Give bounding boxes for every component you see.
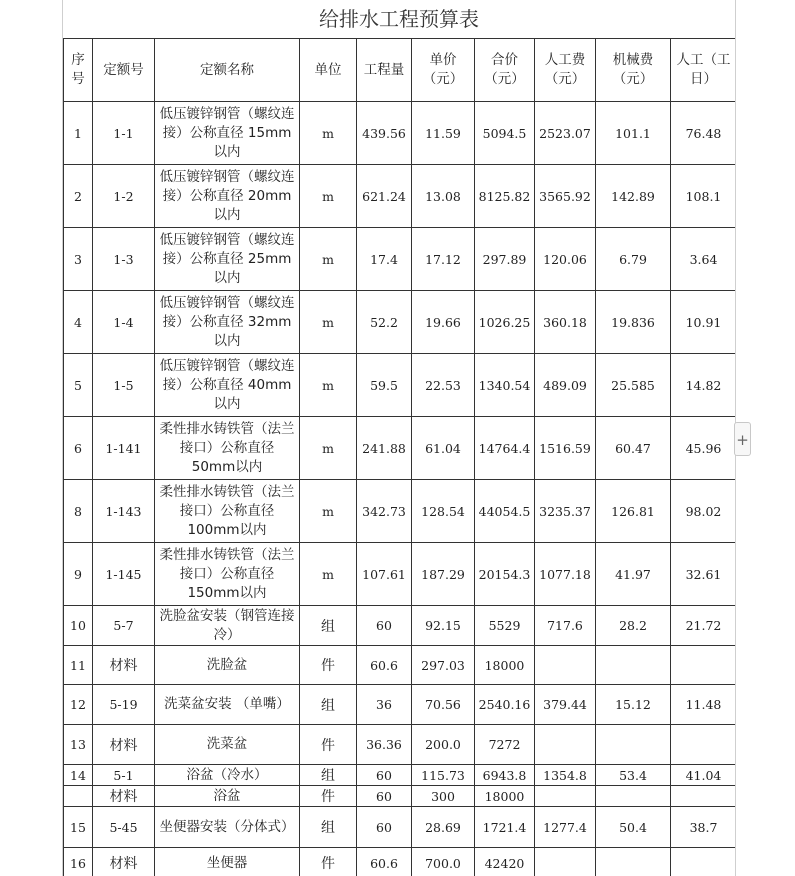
workdays-cell: 3.64 (671, 228, 737, 291)
labor-cost-cell (535, 725, 596, 765)
workdays-cell: 21.72 (671, 606, 737, 646)
code-cell: 1-3 (93, 228, 155, 291)
name-cell: 柔性排水铸铁管（法兰接口）公称直径100mm以内 (155, 480, 300, 543)
workdays-cell (671, 646, 737, 685)
table-row (64, 646, 737, 685)
quantity-cell: 439.56 (357, 102, 412, 165)
unit-cell: 组 (300, 606, 357, 646)
table-row (64, 725, 737, 765)
unit-price-cell: 700.0 (412, 848, 475, 876)
labor-cost-cell: 1516.59 (535, 417, 596, 480)
table-row (64, 606, 737, 646)
code-cell: 1-143 (93, 480, 155, 543)
unit-price-cell: 92.15 (412, 606, 475, 646)
name-cell: 低压镀锌钢管（螺纹连接）公称直径 40mm以内 (155, 354, 300, 417)
total-price-cell: 1721.4 (475, 807, 535, 848)
workdays-cell: 38.7 (671, 807, 737, 848)
machine-cost-cell: 50.4 (596, 807, 671, 848)
unit-cell: 组 (300, 765, 357, 786)
unit-cell: 件 (300, 848, 357, 876)
table-row (64, 786, 737, 807)
labor-cost-cell: 379.44 (535, 685, 596, 725)
machine-cost-cell: 6.79 (596, 228, 671, 291)
unit-cell: m (300, 228, 357, 291)
header-row (64, 39, 737, 102)
total-price-cell: 5094.5 (475, 102, 535, 165)
seq-cell: 15 (64, 807, 93, 848)
code-cell: 材料 (93, 786, 155, 807)
total-price-cell: 42420 (475, 848, 535, 876)
quantity-cell: 342.73 (357, 480, 412, 543)
total-price-cell: 7272 (475, 725, 535, 765)
quantity-cell: 60 (357, 807, 412, 848)
header-cell: 定额名称 (155, 39, 300, 102)
unit-price-cell: 22.53 (412, 354, 475, 417)
labor-cost-cell: 489.09 (535, 354, 596, 417)
quantity-cell: 60.6 (357, 848, 412, 876)
quantity-cell: 107.61 (357, 543, 412, 606)
name-cell: 坐便器 (155, 848, 300, 876)
machine-cost-cell: 53.4 (596, 765, 671, 786)
machine-cost-cell: 28.2 (596, 606, 671, 646)
workdays-cell (671, 725, 737, 765)
unit-price-cell: 200.0 (412, 725, 475, 765)
workdays-cell: 98.02 (671, 480, 737, 543)
machine-cost-cell: 126.81 (596, 480, 671, 543)
header-cell: 合价（元） (475, 39, 535, 102)
workdays-cell (671, 848, 737, 876)
labor-cost-cell: 3235.37 (535, 480, 596, 543)
unit-price-cell: 300 (412, 786, 475, 807)
quantity-cell: 60 (357, 606, 412, 646)
unit-cell: 件 (300, 786, 357, 807)
total-price-cell: 8125.82 (475, 165, 535, 228)
page-title: 给排水工程预算表 (319, 7, 479, 31)
labor-cost-cell: 1277.4 (535, 807, 596, 848)
unit-price-cell: 115.73 (412, 765, 475, 786)
workdays-cell: 108.1 (671, 165, 737, 228)
code-cell: 1-145 (93, 543, 155, 606)
table-row (64, 417, 737, 480)
quantity-cell: 60.6 (357, 646, 412, 685)
labor-cost-cell: 1077.18 (535, 543, 596, 606)
workdays-cell: 45.96 (671, 417, 737, 480)
table-row (64, 480, 737, 543)
name-cell: 浴盆（冷水） (155, 765, 300, 786)
code-cell: 材料 (93, 646, 155, 685)
total-price-cell: 18000 (475, 786, 535, 807)
table-row (64, 291, 737, 354)
unit-cell: 件 (300, 725, 357, 765)
seq-cell: 13 (64, 725, 93, 765)
quantity-cell: 17.4 (357, 228, 412, 291)
machine-cost-cell: 25.585 (596, 354, 671, 417)
name-cell: 洗菜盆 (155, 725, 300, 765)
workdays-cell: 41.04 (671, 765, 737, 786)
unit-cell: m (300, 165, 357, 228)
unit-cell: 组 (300, 685, 357, 725)
seq-cell: 9 (64, 543, 93, 606)
machine-cost-cell: 142.89 (596, 165, 671, 228)
workdays-cell: 76.48 (671, 102, 737, 165)
total-price-cell: 1026.25 (475, 291, 535, 354)
name-cell: 洗脸盆安装（钢管连接冷） (155, 606, 300, 646)
header-cell: 机械费（元） (596, 39, 671, 102)
labor-cost-cell (535, 786, 596, 807)
seq-cell (64, 786, 93, 807)
code-cell: 1-141 (93, 417, 155, 480)
name-cell: 洗菜盆安装 （单嘴） (155, 685, 300, 725)
unit-cell: m (300, 102, 357, 165)
seq-cell: 5 (64, 354, 93, 417)
seq-cell: 14 (64, 765, 93, 786)
labor-cost-cell (535, 848, 596, 876)
machine-cost-cell (596, 786, 671, 807)
unit-cell: m (300, 354, 357, 417)
code-cell: 材料 (93, 725, 155, 765)
labor-cost-cell: 1354.8 (535, 765, 596, 786)
name-cell: 坐便器安装（分体式） (155, 807, 300, 848)
name-cell: 柔性排水铸铁管（法兰接口）公称直径150mm以内 (155, 543, 300, 606)
machine-cost-cell: 19.836 (596, 291, 671, 354)
header-cell: 单价（元） (412, 39, 475, 102)
budget-table (63, 38, 736, 876)
add-button[interactable]: + (734, 422, 751, 456)
seq-cell: 3 (64, 228, 93, 291)
unit-price-cell: 297.03 (412, 646, 475, 685)
table-row (64, 228, 737, 291)
seq-cell: 1 (64, 102, 93, 165)
unit-price-cell: 13.08 (412, 165, 475, 228)
code-cell: 5-45 (93, 807, 155, 848)
unit-price-cell: 28.69 (412, 807, 475, 848)
machine-cost-cell: 15.12 (596, 685, 671, 725)
code-cell: 5-7 (93, 606, 155, 646)
total-price-cell: 14764.4 (475, 417, 535, 480)
unit-price-cell: 17.12 (412, 228, 475, 291)
machine-cost-cell: 101.1 (596, 102, 671, 165)
quantity-cell: 60 (357, 765, 412, 786)
total-price-cell: 20154.3 (475, 543, 535, 606)
machine-cost-cell (596, 848, 671, 876)
name-cell: 低压镀锌钢管（螺纹连接）公称直径 15mm以内 (155, 102, 300, 165)
code-cell: 5-1 (93, 765, 155, 786)
workdays-cell: 10.91 (671, 291, 737, 354)
quantity-cell: 60 (357, 786, 412, 807)
total-price-cell: 6943.8 (475, 765, 535, 786)
seq-cell: 2 (64, 165, 93, 228)
unit-price-cell: 187.29 (412, 543, 475, 606)
total-price-cell: 18000 (475, 646, 535, 685)
machine-cost-cell: 60.47 (596, 417, 671, 480)
total-price-cell: 5529 (475, 606, 535, 646)
table-row (64, 165, 737, 228)
code-cell: 1-5 (93, 354, 155, 417)
code-cell: 1-4 (93, 291, 155, 354)
header-cell: 单位 (300, 39, 357, 102)
quantity-cell: 59.5 (357, 354, 412, 417)
seq-cell: 10 (64, 606, 93, 646)
workdays-cell (671, 786, 737, 807)
unit-cell: m (300, 543, 357, 606)
unit-price-cell: 128.54 (412, 480, 475, 543)
seq-cell: 11 (64, 646, 93, 685)
seq-cell: 8 (64, 480, 93, 543)
document-sheet (62, 0, 736, 876)
labor-cost-cell: 717.6 (535, 606, 596, 646)
quantity-cell: 621.24 (357, 165, 412, 228)
unit-price-cell: 61.04 (412, 417, 475, 480)
unit-cell: m (300, 480, 357, 543)
unit-price-cell: 11.59 (412, 102, 475, 165)
code-cell: 材料 (93, 848, 155, 876)
total-price-cell: 297.89 (475, 228, 535, 291)
name-cell: 低压镀锌钢管（螺纹连接）公称直径 32mm以内 (155, 291, 300, 354)
workdays-cell: 11.48 (671, 685, 737, 725)
table-row (64, 354, 737, 417)
labor-cost-cell (535, 646, 596, 685)
total-price-cell: 44054.5 (475, 480, 535, 543)
quantity-cell: 36 (357, 685, 412, 725)
workdays-cell: 14.82 (671, 354, 737, 417)
seq-cell: 4 (64, 291, 93, 354)
name-cell: 柔性排水铸铁管（法兰接口）公称直径 50mm以内 (155, 417, 300, 480)
quantity-cell: 241.88 (357, 417, 412, 480)
table-row (64, 543, 737, 606)
seq-cell: 6 (64, 417, 93, 480)
table-row (64, 807, 737, 848)
code-cell: 1-1 (93, 102, 155, 165)
labor-cost-cell: 3565.92 (535, 165, 596, 228)
total-price-cell: 2540.16 (475, 685, 535, 725)
machine-cost-cell: 41.97 (596, 543, 671, 606)
quantity-cell: 52.2 (357, 291, 412, 354)
table-row (64, 685, 737, 725)
header-cell: 定额号 (93, 39, 155, 102)
unit-cell: m (300, 417, 357, 480)
header-cell: 人工费（元） (535, 39, 596, 102)
unit-cell: 组 (300, 807, 357, 848)
table-row (64, 102, 737, 165)
seq-cell: 16 (64, 848, 93, 876)
workdays-cell: 32.61 (671, 543, 737, 606)
labor-cost-cell: 2523.07 (535, 102, 596, 165)
unit-cell: 件 (300, 646, 357, 685)
table-row (64, 848, 737, 876)
machine-cost-cell (596, 725, 671, 765)
name-cell: 低压镀锌钢管（螺纹连接）公称直径 20mm以内 (155, 165, 300, 228)
labor-cost-cell: 120.06 (535, 228, 596, 291)
quantity-cell: 36.36 (357, 725, 412, 765)
total-price-cell: 1340.54 (475, 354, 535, 417)
code-cell: 5-19 (93, 685, 155, 725)
name-cell: 浴盆 (155, 786, 300, 807)
header-cell: 工程量 (357, 39, 412, 102)
machine-cost-cell (596, 646, 671, 685)
header-cell: 序号 (64, 39, 93, 102)
unit-cell: m (300, 291, 357, 354)
labor-cost-cell: 360.18 (535, 291, 596, 354)
name-cell: 低压镀锌钢管（螺纹连接）公称直径 25mm以内 (155, 228, 300, 291)
header-cell: 人工（工日） (671, 39, 737, 102)
name-cell: 洗脸盆 (155, 646, 300, 685)
seq-cell: 12 (64, 685, 93, 725)
table-row (64, 765, 737, 786)
unit-price-cell: 19.66 (412, 291, 475, 354)
unit-price-cell: 70.56 (412, 685, 475, 725)
code-cell: 1-2 (93, 165, 155, 228)
